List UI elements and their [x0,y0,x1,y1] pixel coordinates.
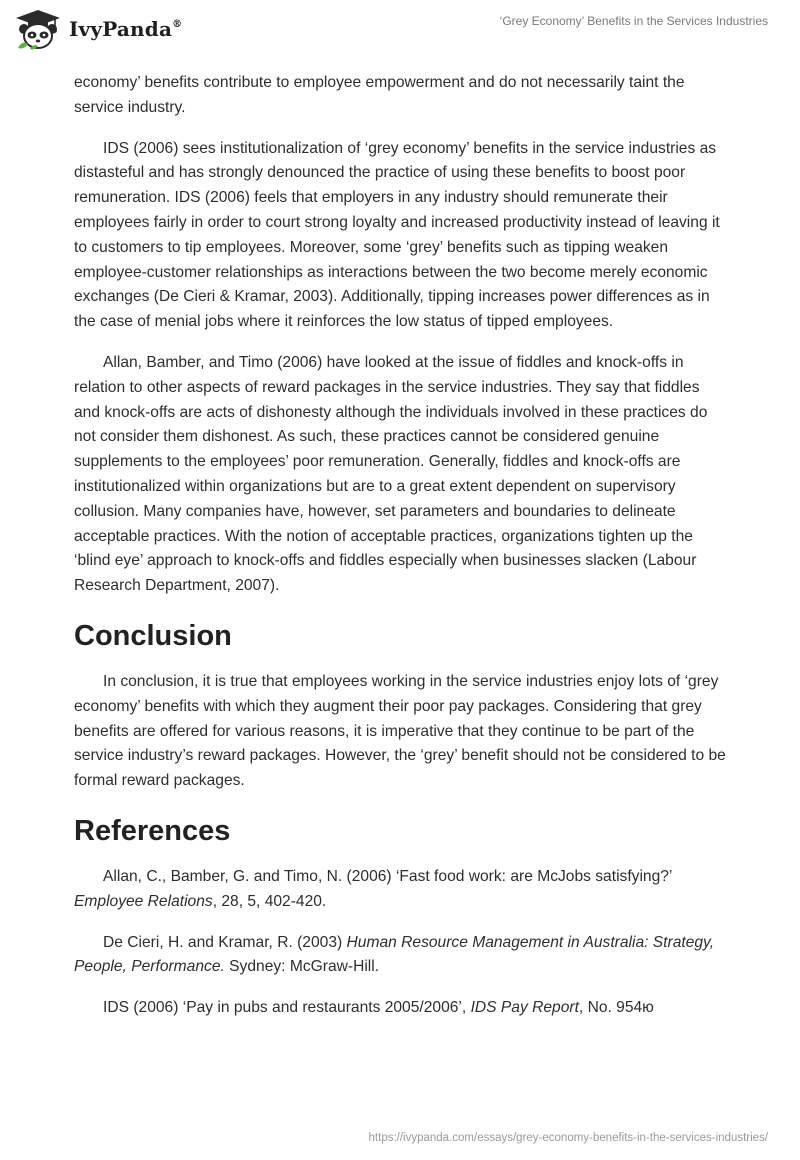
references-heading: References [74,814,231,847]
paragraph-ids: IDS (2006) sees institutionalization of ‘grey economy’ benefits in the service industries as distasteful and has strongly denounced the practice of using these benefits to boost poor remuneration. IDS (2006) feels that employers in any industry should remunerate their employees fairly in order to court strong loyalty and increased productivity instead of leaving it to customers to tip employees. Moreover, some ‘grey’ benefits such as tipping weaken employee-customer relationships as interactions between the two become merely economic exchanges (De Cieri & Kramar, 2003). Additionally, tipping increases power differences as in the case of menial jobs where it reinforces the low status of tipped employees. [74,139,720,331]
reference-item: Allan, C., Bamber, G. and Timo, N. (2006) ‘Fast food work: are McJobs satisfying?’ Employee Relations, 28, 5, 402-420. [74,867,672,910]
document-title: ‘Grey Economy’ Benefits in the Services Industries [499,14,768,28]
page-header [0,0,800,62]
conclusion-heading: Conclusion [74,619,232,652]
paragraph-continued: economy’ benefits contribute to employee empowerment and do not necessarily taint the service industry. [74,74,685,116]
source-url-link[interactable]: https://ivypanda.com/essays/grey-economy-benefits-in-the-services-industries/ [368,1132,768,1144]
essay-body [74,71,726,1021]
brand-name: IvyPanda® [69,17,183,41]
brand-logo[interactable] [14,8,182,50]
conclusion-paragraph: In conclusion, it is true that employees working in the service industries enjoy lots of ‘grey economy’ benefits with which they augment their poor pay packages. Considering that grey benefits are offered for various reasons, it is imperative that they continue to be part of the service industry’s reward packages. However, the ‘grey’ benefit should not be considered to be formal reward packages. [74,672,726,790]
panda-graduate-icon [14,8,62,50]
reference-item: IDS (2006) ‘Pay in pubs and restaurants 2005/2006’, IDS Pay Report, No. 954ю [103,999,654,1017]
reference-item: De Cieri, H. and Kramar, R. (2003) Human Resource Management in Australia: Strategy, People, Performance. Sydney: McGraw-Hill. [74,933,715,976]
paragraph-allan: Allan, Bamber, and Timo (2006) have looked at the issue of fiddles and knock-offs in relation to other aspects of reward packages in the service industries. They say that fiddles and knock-offs are acts of dishonesty although the individuals involved in these practices do not consider them dishonest. As such, these practices cannot be considered genuine supplements to the employees’ poor remuneration. Generally, fiddles and knock-offs are institutionalized within organizations but are to a great extent dependent on supervisory collusion. Many companies have, however, set parameters and boundaries to delineate acceptable practices. With the notion of acceptable practices, organizations tighten up the ‘blind eye’ approach to knock-offs and fiddles especially when businesses slacken (Labour Research Department, 2007). [74,353,708,595]
